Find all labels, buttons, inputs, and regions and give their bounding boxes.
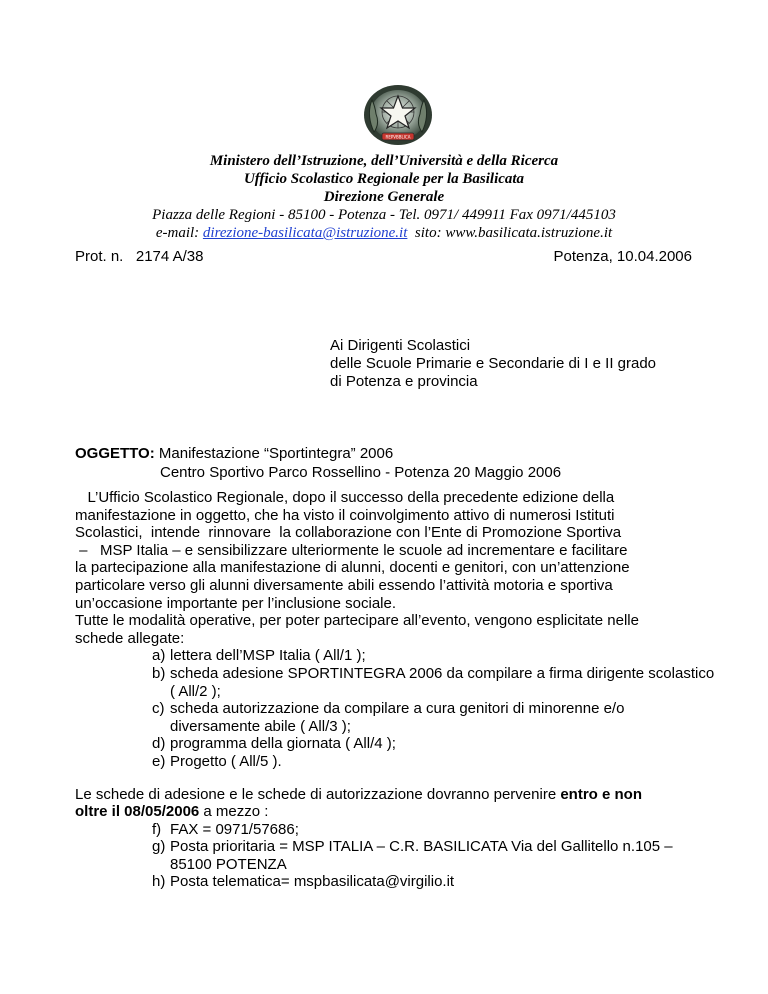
deadline-paragraph [75, 786, 715, 821]
body-line: schede allegate: [75, 629, 185, 647]
list-item [130, 873, 715, 891]
recipient-line-3: di Potenza e provincia [330, 373, 478, 390]
email-link[interactable]: direzione-basilicata@istruzione.it [202, 225, 408, 241]
attachments-list [75, 647, 715, 770]
body-line: Scolastici, intende rinnovare la collaborazione con l’Ente di Promozione Sportiva [75, 524, 622, 542]
list-item [130, 647, 715, 665]
list-item [130, 753, 715, 771]
direction-name: Direzione Generale [323, 189, 445, 205]
recipient-line-1: Ai Dirigenti Scolastici [330, 337, 471, 354]
submission-methods-list [75, 821, 715, 891]
list-item [130, 700, 715, 735]
list-text: scheda adesione SPORTINTEGRA 2006 da compilare a firma dirigente scolastico ( All/2 ); [170, 664, 715, 700]
deadline-text: Le schede di adesione e le schede di autorizzazione dovranno pervenire [75, 785, 561, 803]
body-line: manifestazione in oggetto, che ha visto il coinvolgimento attivo di numerosi Istituti [75, 506, 615, 524]
list-item [130, 665, 715, 700]
list-item [130, 735, 715, 753]
letterhead [0, 152, 768, 242]
body-line: – MSP Italia – e sensibilizzare ulteriormente le scuole ad incrementare e facilitare [75, 541, 628, 559]
list-text: Posta prioritaria = MSP ITALIA – C.R. BASILICATA Via del Gallitello n.105 – 85100 POTENZA [170, 838, 673, 873]
list-text: programma della giornata ( All/4 ); [170, 735, 396, 753]
list-text: lettera dell’MSP Italia ( All/1 ); [170, 647, 366, 665]
list-marker: c) [152, 700, 165, 718]
subject-line-2: Centro Sportivo Parco Rossellino - Potenza 20 Maggio 2006 [160, 464, 562, 481]
list-text: Posta telematica= mspbasilicata@virgilio.it [170, 873, 455, 891]
list-marker: a) [152, 647, 166, 665]
deadline-bold-1: entro e non [560, 785, 642, 803]
list-text: Progetto ( All/5 ). [170, 752, 282, 770]
protocol-number: Prot. n. 2174 A/38 [75, 248, 204, 265]
letter-date: Potenza, 10.04.2006 [553, 248, 692, 265]
contact-line [0, 224, 768, 242]
list-marker: g) [152, 838, 166, 856]
list-item [130, 821, 715, 839]
recipient-line-2: delle Scuole Primarie e Secondarie di I e II grado [330, 355, 657, 372]
list-marker: h) [152, 873, 166, 891]
letter-body [75, 489, 715, 891]
body-line: un’occasione importante per l’inclusione sociale. [75, 594, 397, 612]
deadline-bold-2: oltre il 08/05/2006 [75, 803, 200, 821]
body-line: Tutte le modalità operative, per poter partecipare all’evento, vengono esplicitate nelle [75, 612, 639, 630]
body-line: L’Ufficio Scolastico Regionale, dopo il successo della precedente edizione della [75, 489, 615, 506]
deadline-text-2: a mezzo : [199, 803, 269, 821]
recipient-block [330, 337, 656, 391]
address-line: Piazza delle Regioni - 85100 - Potenza - Tel. 0971/ 449911 Fax 0971/445103 [152, 207, 616, 223]
list-text: FAX = 0971/57686; [170, 820, 299, 838]
body-line: la partecipazione alla manifestazione di alunni, docenti e genitori, con un’attenzione [75, 559, 630, 577]
site-text: sito: www.basilicata.istruzione.it [407, 225, 613, 241]
subject-line-1: Manifestazione “Sportintegra” 2006 [154, 445, 394, 462]
email-label: e-mail: [155, 225, 203, 241]
list-marker: d) [152, 735, 166, 753]
republic-emblem-icon [360, 82, 436, 148]
subject-label: OGGETTO: [75, 445, 155, 462]
list-marker: b) [152, 664, 166, 682]
list-marker: e) [152, 752, 166, 770]
list-text: scheda autorizzazione da compilare a cura genitori di minorenne e/o diversamente abile ( All/3 ); [170, 700, 625, 735]
body-line: particolare verso gli alunni diversamente abili essendo l’attività motoria e sportiva [75, 576, 613, 594]
ministry-name: Ministero dell’Istruzione, dell’Università e della Ricerca [209, 153, 559, 169]
office-name: Ufficio Scolastico Regionale per la Basilicata [243, 171, 525, 187]
svg-text:REPVBBLICA: REPVBBLICA [385, 134, 411, 140]
list-item [130, 838, 715, 873]
subject-block [75, 444, 561, 482]
list-marker: f) [152, 820, 162, 838]
